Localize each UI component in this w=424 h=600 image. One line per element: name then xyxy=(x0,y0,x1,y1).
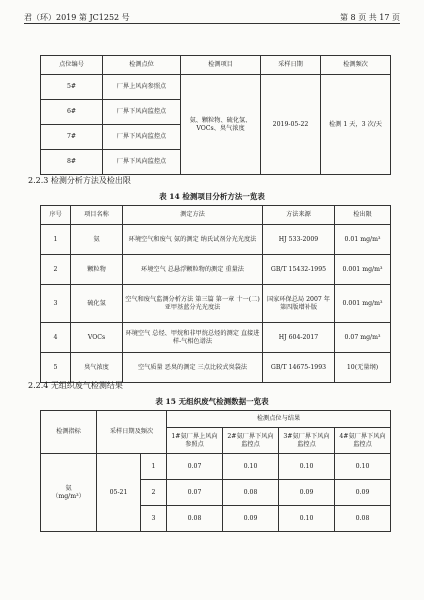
table-row xyxy=(41,255,391,285)
col-header-date-frequency: 采样日期及频次 xyxy=(97,411,167,454)
col-header-point-id: 点位编号 xyxy=(41,56,103,75)
col-header-point-4: 4#氨厂界下风向监控点 xyxy=(335,428,391,454)
sample-number: 3 xyxy=(141,506,167,532)
sampling-date: 05-21 xyxy=(97,454,141,532)
row-limit: 0.07 mg/m³ xyxy=(335,323,391,353)
row-source: 国家环保总局 2007 年第四版增补版 xyxy=(263,285,335,323)
row-item: VOCs xyxy=(71,323,123,353)
table-row xyxy=(41,285,391,323)
result-value: 0.10 xyxy=(279,454,335,480)
section-heading-methods: 2.2.3 检测分析方法及检出限 xyxy=(28,176,131,185)
point-id: 8# xyxy=(41,150,103,175)
row-source: HJ 533-2009 xyxy=(263,225,335,255)
test-items xyxy=(181,75,261,175)
table-row xyxy=(41,323,391,353)
col-header-indicator: 检测指标 xyxy=(41,411,97,454)
col-header-date: 采样日期 xyxy=(261,56,321,75)
result-value: 0.09 xyxy=(335,480,391,506)
result-value: 0.10 xyxy=(223,454,279,480)
row-limit: 0.001 mg/m³ xyxy=(335,285,391,323)
result-value: 0.10 xyxy=(335,454,391,480)
point-location: 厂界上风向参照点 xyxy=(103,75,181,100)
test-items-line2: VOCs、臭气浓度 xyxy=(196,124,245,132)
result-value: 0.08 xyxy=(335,506,391,532)
results-table xyxy=(40,410,391,532)
row-item: 硫化氢 xyxy=(71,285,123,323)
test-items-line1: 氨、颗粒物、硫化氢、 xyxy=(189,116,252,124)
row-source: GB/T 15432-1995 xyxy=(263,255,335,285)
row-no: 2 xyxy=(41,255,71,285)
row-method: 空气和废气监测分析方法 第三篇 第一章 十一(二)亚甲基蓝分光光度法 xyxy=(123,285,263,323)
sample-number: 2 xyxy=(141,480,167,506)
row-no: 3 xyxy=(41,285,71,323)
result-value: 0.07 xyxy=(167,454,223,480)
point-location: 厂界下风向监控点 xyxy=(103,125,181,150)
table-row xyxy=(41,353,391,383)
test-frequency: 检测 1 天，3 次/天 xyxy=(321,75,391,175)
point-id: 6# xyxy=(41,100,103,125)
col-header-points-results: 检测点位与结果 xyxy=(167,411,391,428)
report-number: 君（环）2019 第 JC1252 号 xyxy=(24,13,130,22)
methods-table xyxy=(40,205,391,383)
row-limit: 0.01 mg/m³ xyxy=(335,225,391,255)
sample-number: 1 xyxy=(141,454,167,480)
indicator-cell xyxy=(41,454,97,532)
row-no: 1 xyxy=(41,225,71,255)
result-value: 0.07 xyxy=(167,480,223,506)
row-no: 4 xyxy=(41,323,71,353)
header-divider xyxy=(24,23,400,24)
sampling-points-table xyxy=(40,55,391,175)
col-header-source: 方法来源 xyxy=(263,206,335,225)
row-limit: 0.001 mg/m³ xyxy=(335,255,391,285)
row-method: 环境空气 总悬浮颗粒物的测定 重量法 xyxy=(123,255,263,285)
page-header xyxy=(24,9,400,23)
row-item: 氨 xyxy=(71,225,123,255)
row-method: 空气质量 恶臭的测定 三点比较式臭袋法 xyxy=(123,353,263,383)
point-id: 7# xyxy=(41,125,103,150)
sampling-date: 2019-05-22 xyxy=(261,75,321,175)
section-heading-results: 2.2.4 无组织废气检测结果 xyxy=(28,381,123,390)
row-item: 颗粒物 xyxy=(71,255,123,285)
row-no: 5 xyxy=(41,353,71,383)
col-header-item: 项目名称 xyxy=(71,206,123,225)
point-location: 厂界下风向监控点 xyxy=(103,100,181,125)
point-location: 厂界下风向监控点 xyxy=(103,150,181,175)
col-header-point-1: 1#氨厂界上风向参照点 xyxy=(167,428,223,454)
table-row xyxy=(41,225,391,255)
result-value: 0.08 xyxy=(223,480,279,506)
point-id: 5# xyxy=(41,75,103,100)
col-header-point-3: 3#氨厂界下风向监控点 xyxy=(279,428,335,454)
row-source: GB/T 14675-1993 xyxy=(263,353,335,383)
table14-caption: 表 14 检测项目分析方法一览表 xyxy=(159,192,265,201)
page-number: 第 8 页 共 17 页 xyxy=(340,13,400,22)
result-value: 0.08 xyxy=(167,506,223,532)
result-value: 0.09 xyxy=(279,480,335,506)
col-header-limit: 检出限 xyxy=(335,206,391,225)
indicator-unit: （mg/m³） xyxy=(52,492,85,500)
col-header-items: 检测项目 xyxy=(181,56,261,75)
result-value: 0.09 xyxy=(223,506,279,532)
table-row xyxy=(41,454,391,480)
col-header-no: 序号 xyxy=(41,206,71,225)
row-item: 臭气浓度 xyxy=(71,353,123,383)
row-source: HJ 604-2017 xyxy=(263,323,335,353)
table15-caption: 表 15 无组织废气检测数据一览表 xyxy=(155,397,269,406)
result-value: 0.10 xyxy=(279,506,335,532)
col-header-location: 检测点位 xyxy=(103,56,181,75)
row-limit: 10(无量纲) xyxy=(335,353,391,383)
row-method: 环境空气 总烃、甲烷和非甲烷总烃的测定 直接进样-气相色谱法 xyxy=(123,323,263,353)
row-method: 环境空气和废气 氨的测定 纳氏试剂分光光度法 xyxy=(123,225,263,255)
col-header-method: 测定方法 xyxy=(123,206,263,225)
indicator-name: 氨 xyxy=(65,484,72,492)
col-header-point-2: 2#氨厂界下风向监控点 xyxy=(223,428,279,454)
col-header-frequency: 检测频次 xyxy=(321,56,391,75)
